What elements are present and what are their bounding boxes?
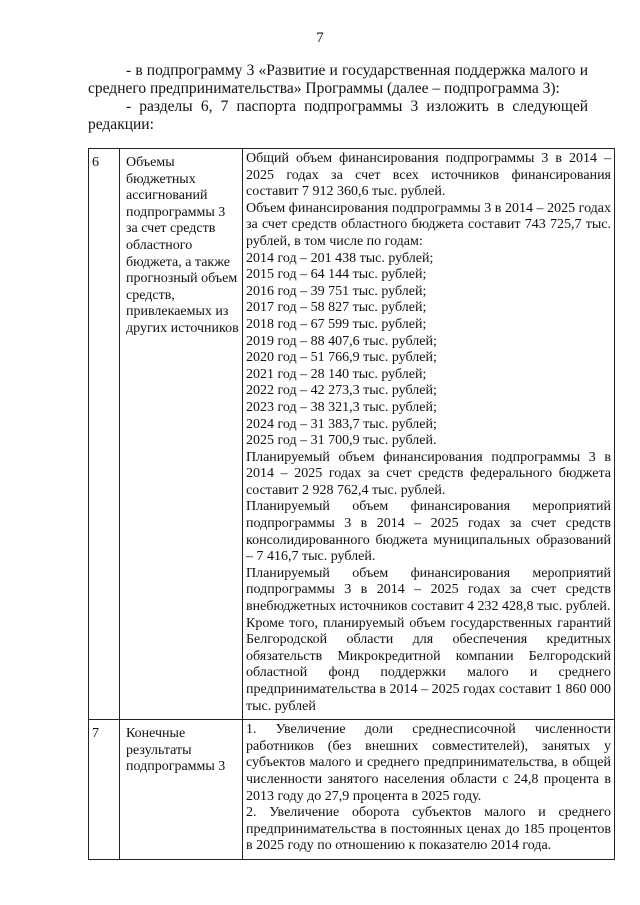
intro-sections-line: - разделы 6, 7 паспорта подпрограммы 3 изложить в следующей редакции: — [88, 98, 588, 133]
year-item: 2022 год – 42 273,3 тыс. рублей; — [246, 383, 437, 399]
intro-text — [88, 62, 588, 134]
extrabudget-funding-text: Планируемый объем финансирования мероприятий подпрограммы 3 в 2014 – 2025 годах за счет средств внебюджетных источников составит 4 232 428,8 тыс. рублей. — [246, 565, 611, 615]
row-content — [243, 149, 615, 720]
regional-funding-text: Объем финансирования подпрограммы 3 в 2014 – 2025 годах за счет средств областного бюджета составит 743 725,7 тыс. рублей, в том числе по годам: — [246, 200, 611, 249]
year-item: 2017 год – 58 827 тыс. рублей; — [246, 300, 427, 316]
table-row-6 — [89, 149, 615, 720]
row-label: Объемы бюджетных ассигнований подпрограммы 3 за счет средств областного бюджета, а также прогнозный объем средств, привлекаемых из других источников — [120, 149, 243, 720]
row-label: Конечные результаты подпрограммы 3 — [120, 720, 243, 860]
result-item-1: 1. Увеличение доли среднесписочной численности работников (без внешних совместителей), занятых у субъектов малого и среднего предпринимательства, в общей численности занятого населения области с 24,8 процента в 2013 году до 27,9 процента в 2025 году. — [246, 722, 611, 804]
year-item: 2015 год – 64 144 тыс. рублей; — [246, 267, 427, 283]
federal-funding-text: Планируемый объем финансирования подпрограммы 3 в 2014 – 2025 годах за счет средств федерального бюджета составит 2 928 762,4 тыс. рублей. — [246, 449, 611, 498]
intro-subprogram-line: - в подпрограмму 3 «Развитие и государственная поддержка малого и среднего предпринимательства» Программы (далее – подпрограмма 3): — [88, 62, 588, 97]
row-content — [243, 720, 615, 860]
year-item: 2025 год – 31 700,9 тыс. рублей. — [246, 433, 437, 449]
guarantees-text: Кроме того, планируемый объем государственных гарантий Белгородской области для обеспечения кредитных обязательств Микрокредитной компании Белгородский областной фонд поддержки малого и среднего предпринимательства в 2014 – 2025 годах составит 1 860 000 тыс. рублей — [246, 615, 611, 714]
passport-table — [88, 148, 615, 860]
row-number: 7 — [89, 720, 120, 860]
year-item: 2021 год – 28 140 тыс. рублей; — [246, 366, 427, 382]
page-number: 7 — [316, 30, 324, 46]
result-item-2: 2. Увеличение оборота субъектов малого и среднего предпринимательства в постоянных ценах до 185 процентов в 2025 году по отношению к показателю 2014 года. — [246, 805, 611, 854]
municipal-funding-text: Планируемый объем финансирования мероприятий подпрограммы 3 в 2014 – 2025 годах за счет средств консолидированного бюджета муниципальных образований – 7 416,7 тыс. рублей. — [246, 499, 611, 565]
year-item: 2020 год – 51 766,9 тыс. рублей; — [246, 350, 437, 366]
year-item: 2024 год – 31 383,7 тыс. рублей; — [246, 416, 437, 432]
year-item: 2016 год – 39 751 тыс. рублей; — [246, 283, 427, 299]
year-item: 2019 год – 88 407,6 тыс. рублей; — [246, 333, 437, 349]
table-row-7 — [89, 720, 615, 860]
year-item: 2023 год – 38 321,3 тыс. рублей; — [246, 399, 437, 415]
year-item: 2018 год – 67 599 тыс. рублей; — [246, 316, 427, 332]
row-number: 6 — [89, 149, 120, 720]
total-funding-text: Общий объем финансирования подпрограммы 3 в 2014 – 2025 годах за счет всех источников финансирования составит 7 912 360,6 тыс. рублей. — [246, 151, 611, 200]
year-item: 2014 год – 201 438 тыс. рублей; — [246, 250, 434, 266]
